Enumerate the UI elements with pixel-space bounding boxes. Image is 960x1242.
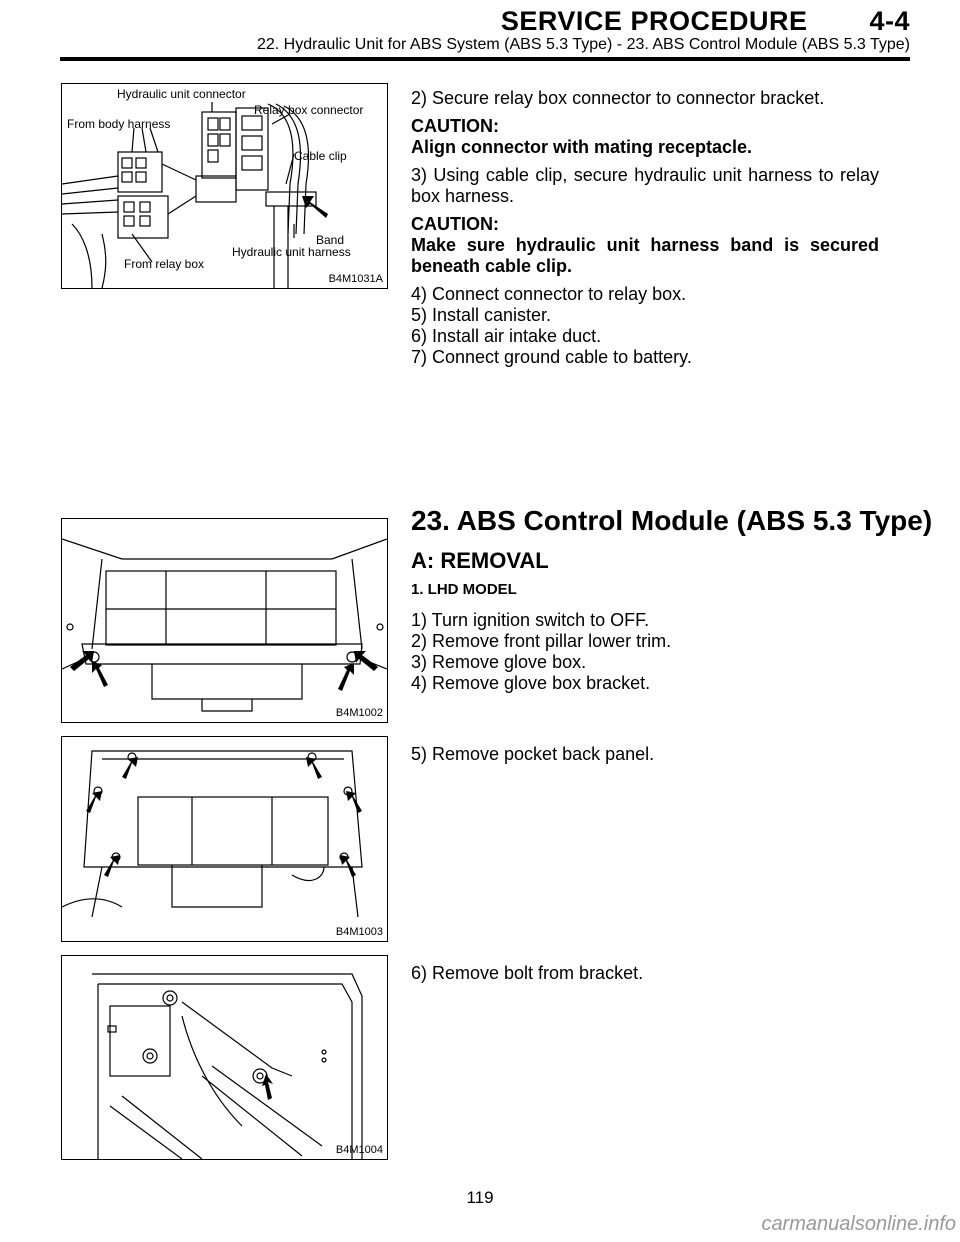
step-7: 7) Connect ground cable to battery.: [411, 347, 692, 367]
caution-text: Align connector with mating receptacle.: [411, 137, 753, 157]
subsection-heading: A: REMOVAL: [411, 548, 549, 573]
page-number: 119: [466, 1188, 494, 1207]
instructions-block-1: [411, 88, 879, 368]
label-hydraulic-connector: Hydraulic unit connector: [117, 87, 246, 101]
label-relay-connector: Relay box connector: [254, 103, 364, 117]
watermark: carmanualsonline.info: [761, 1213, 956, 1235]
section-title: SERVICE PROCEDURE: [500, 6, 808, 36]
pocket-back-panel-illustration: [62, 737, 387, 941]
step-6: 6) Install air intake duct.: [411, 326, 602, 346]
header-rule: [60, 57, 910, 61]
step-6: 6) Remove bolt from bracket.: [411, 963, 644, 983]
caution-label: CAUTION:: [411, 116, 499, 136]
label-hydraulic-harness: Hydraulic unit harness: [232, 245, 351, 259]
label-from-relay: From relay box: [124, 257, 205, 271]
step-2: 2) Secure relay box connector to connector bracket.: [411, 88, 825, 108]
figure-caption: B4M1003: [335, 926, 383, 938]
figure-caption: B4M1004: [335, 1144, 383, 1156]
caution-label: CAUTION:: [411, 214, 499, 234]
figure-caption: B4M1031A: [328, 273, 383, 285]
chapter-number: 4-4: [869, 6, 910, 36]
model-heading: 1. LHD MODEL: [411, 581, 517, 598]
instructions-block-3: [411, 744, 879, 765]
instructions-block-2: [411, 610, 879, 694]
label-cable-clip: Cable clip: [294, 149, 347, 163]
label-from-body: From body harness: [67, 117, 171, 131]
section-heading: 23. ABS Control Module (ABS 5.3 Type): [411, 505, 933, 536]
figure-pocket-back-panel: [61, 736, 388, 942]
figure-glove-box-bracket: [61, 518, 388, 723]
step-5: 5) Install canister.: [411, 305, 552, 325]
header-title: [501, 6, 910, 37]
bracket-bolt-illustration: [62, 956, 387, 1159]
step-5: 5) Remove pocket back panel.: [411, 744, 655, 764]
step-2: 2) Remove front pillar lower trim.: [411, 631, 672, 651]
figure-caption: B4M1002: [335, 707, 383, 719]
connector-diagram-illustration: [62, 84, 387, 288]
header-subtitle: 22. Hydraulic Unit for ABS System (ABS 5.3 Type) - 23. ABS Control Module (ABS 5.3 Type): [256, 36, 910, 53]
step-3: 3) Using cable clip, secure hydraulic unit harness to relay box harness.: [411, 165, 879, 206]
step-4: 4) Remove glove box bracket.: [411, 673, 651, 693]
step-3: 3) Remove glove box.: [411, 652, 587, 672]
step-4: 4) Connect connector to relay box.: [411, 284, 687, 304]
step-1: 1) Turn ignition switch to OFF.: [411, 610, 650, 630]
instructions-block-4: [411, 963, 879, 984]
caution-text: Make sure hydraulic unit harness band is secured beneath cable clip.: [411, 235, 879, 276]
label-band: Band: [316, 233, 345, 247]
figure-bracket-bolt: [61, 955, 388, 1160]
glove-box-bracket-illustration: [62, 519, 387, 722]
figure-connector-diagram: [61, 83, 388, 289]
